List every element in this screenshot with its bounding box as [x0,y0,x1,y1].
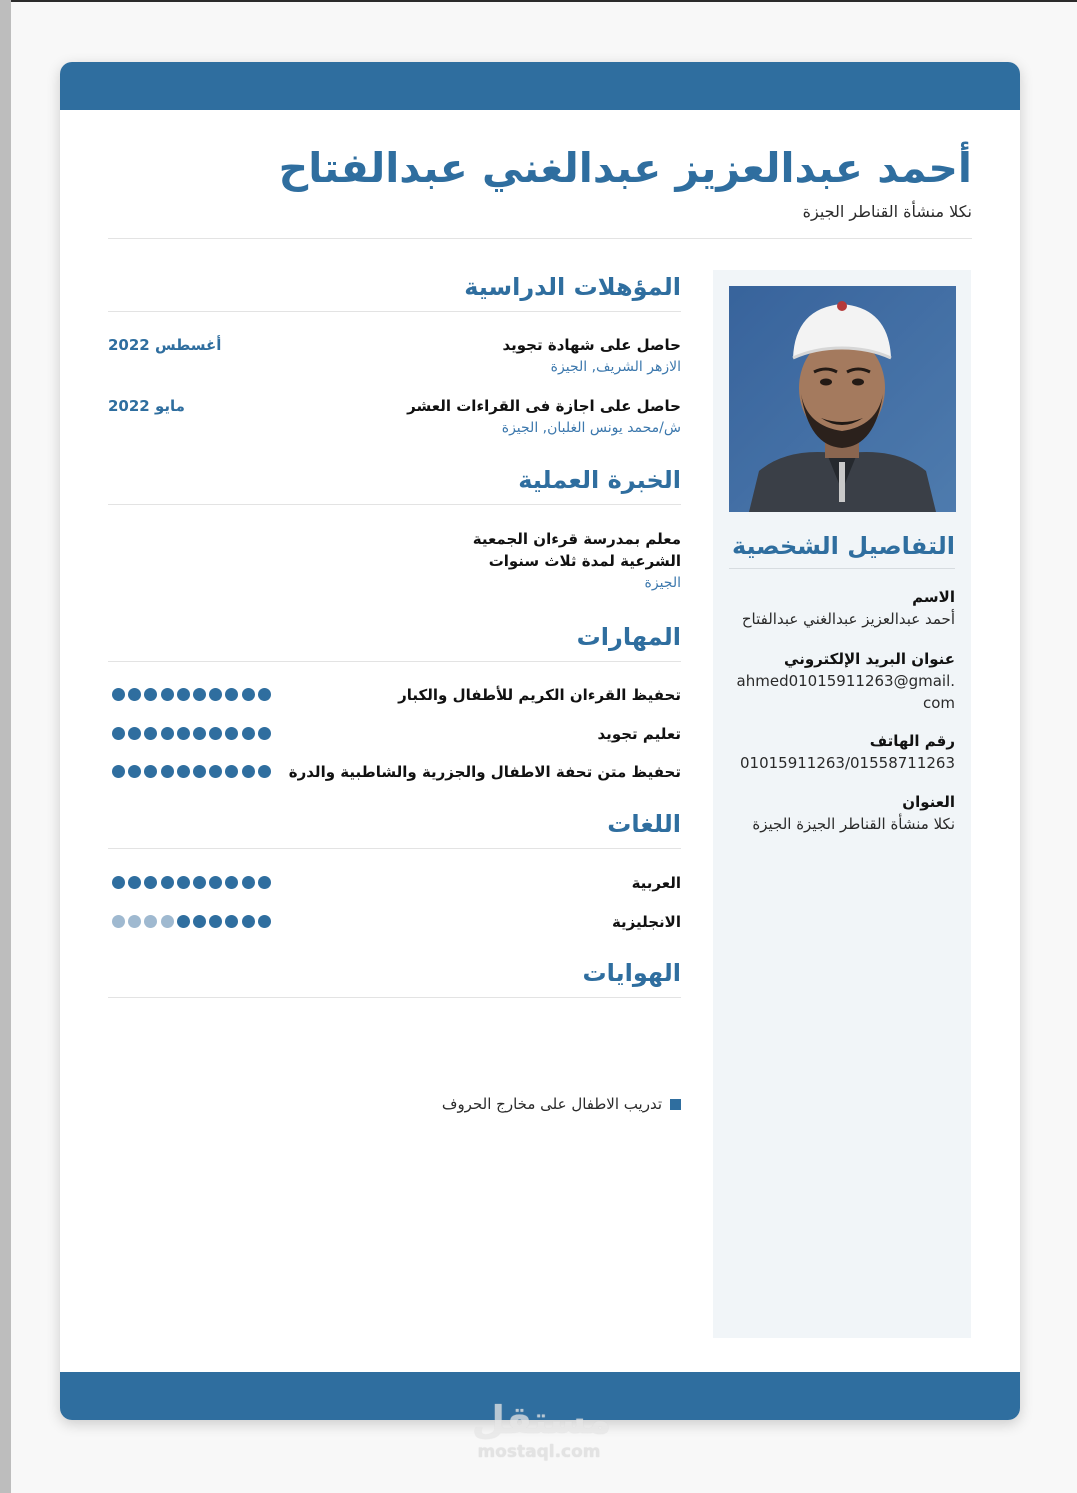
rating-dot [258,765,271,778]
square-bullet-icon [670,1099,681,1110]
skill-label: تعليم تجويد [597,725,681,743]
hobbies-heading: الهوايات [108,956,681,998]
education-item [108,334,681,378]
rating-dot [242,688,255,701]
hobby-text: تدريب الاطفال على مخارج الحروف [441,1095,662,1113]
profile-photo [729,286,956,512]
header-address: نكلا منشأة القناطر الجيزة [802,202,972,221]
rating-dot [242,727,255,740]
detail-name-label: الاسم [912,588,955,606]
education-item-title: حاصل على شهادة تجويد [502,336,681,354]
education-item-date: أغسطس 2022 [108,336,222,354]
rating-dot [144,688,157,701]
rating-dot [242,765,255,778]
detail-address [729,791,955,835]
rating-dot [225,876,238,889]
rating-dot [161,915,174,928]
languages-heading: اللغات [108,807,681,849]
rating-dot [144,915,157,928]
skill-label: تحفيظ متن تحفة الاطفال والجزرية والشاطبية والدرة [288,763,681,781]
language-label: العربية [631,874,681,892]
hobby-item [442,1092,681,1116]
language-row [108,910,681,934]
rating-dot [128,727,141,740]
rating-dot [161,688,174,701]
rating-dot [112,765,125,778]
rating-dot [209,915,222,928]
skill-label: تحفيظ القرءان الكريم للأطفال والكبار [398,686,681,704]
rating-dot [177,876,190,889]
rating-dot [128,765,141,778]
experience-item [418,528,681,594]
rating-dot [161,876,174,889]
detail-phone-value: 01015911263/01558711263 [739,754,955,772]
rating-dot [128,915,141,928]
mostaql-watermark [472,1398,611,1462]
rating-dot [242,876,255,889]
rating-dot [225,727,238,740]
skill-level-dots [112,727,270,741]
rating-dot [144,876,157,889]
rating-dot [177,765,190,778]
rating-dot [209,765,222,778]
detail-name-value: أحمد عبدالعزيز عبدالغني عبدالفتاح [741,610,955,628]
detail-name [729,586,955,630]
rating-dot [177,727,190,740]
main-column [108,270,681,1338]
rating-dot [112,688,125,701]
rating-dot [242,915,255,928]
skill-level-dots [112,765,270,779]
rating-dot [177,688,190,701]
rating-dot [225,765,238,778]
rating-dot [144,765,157,778]
rating-dot [161,765,174,778]
top-color-band [60,62,1020,110]
full-name-title: أحمد عبدالعزيز عبدالغني عبدالفتاح [278,144,972,192]
rating-dot [112,915,125,928]
skill-row [108,683,681,707]
detail-address-label: العنوان [902,793,955,811]
rating-dot [161,727,174,740]
rating-dot [128,688,141,701]
rating-dot [258,876,271,889]
rating-dot [193,688,206,701]
language-row [108,871,681,895]
detail-email-label: عنوان البريد الإلكتروني [784,650,955,668]
detail-phone [729,730,955,774]
personal-details-heading: التفاصيل الشخصية [729,524,955,569]
education-item-date: مايو 2022 [108,397,185,415]
skill-row [108,760,681,784]
watermark-logo: مستقل [472,1398,611,1442]
resume-page [60,62,1020,1420]
rating-dot [225,688,238,701]
education-item-place: الازهر الشريف, الجيزة [550,359,681,375]
rating-dot [193,765,206,778]
rating-dot [209,727,222,740]
detail-email-value: ahmed01015911263@gmail.com [736,672,955,712]
rating-dot [225,915,238,928]
experience-heading: الخبرة العملية [108,463,681,505]
rating-dot [258,727,271,740]
skill-level-dots [112,688,270,702]
rating-dot [258,915,271,928]
education-heading: المؤهلات الدراسية [108,270,681,312]
experience-item-place: الجيزة [644,575,681,591]
education-item-title: حاصل على اجازة فى القراءات العشر [407,397,681,415]
skill-row [108,722,681,746]
resume-header [108,140,972,239]
language-label: الانجليزية [611,913,681,931]
viewer-left-edge [0,0,11,1493]
rating-dot [193,915,206,928]
watermark-url: mostaql.com [477,1442,601,1462]
rating-dot [193,876,206,889]
education-item [108,395,681,439]
rating-dot [209,876,222,889]
rating-dot [112,876,125,889]
personal-details-sidebar [713,270,971,1338]
detail-address-value: نكلا منشأة القناطر الجيزة الجيزة [752,815,955,833]
skills-heading: المهارات [108,620,681,662]
rating-dot [144,727,157,740]
detail-phone-label: رقم الهاتف [869,732,955,750]
language-level-dots [112,915,270,929]
detail-email [729,648,955,714]
language-level-dots [112,876,270,890]
rating-dot [128,876,141,889]
rating-dot [209,688,222,701]
rating-dot [258,688,271,701]
education-item-place: ش/محمد يونس الغلبان, الجيزة [501,420,681,436]
rating-dot [177,915,190,928]
rating-dot [193,727,206,740]
viewer-top-border [11,0,1077,2]
rating-dot [112,727,125,740]
experience-item-title: معلم بمدرسة قرءان الجمعية الشرعية لمدة ثلاث سنوات [472,530,681,570]
